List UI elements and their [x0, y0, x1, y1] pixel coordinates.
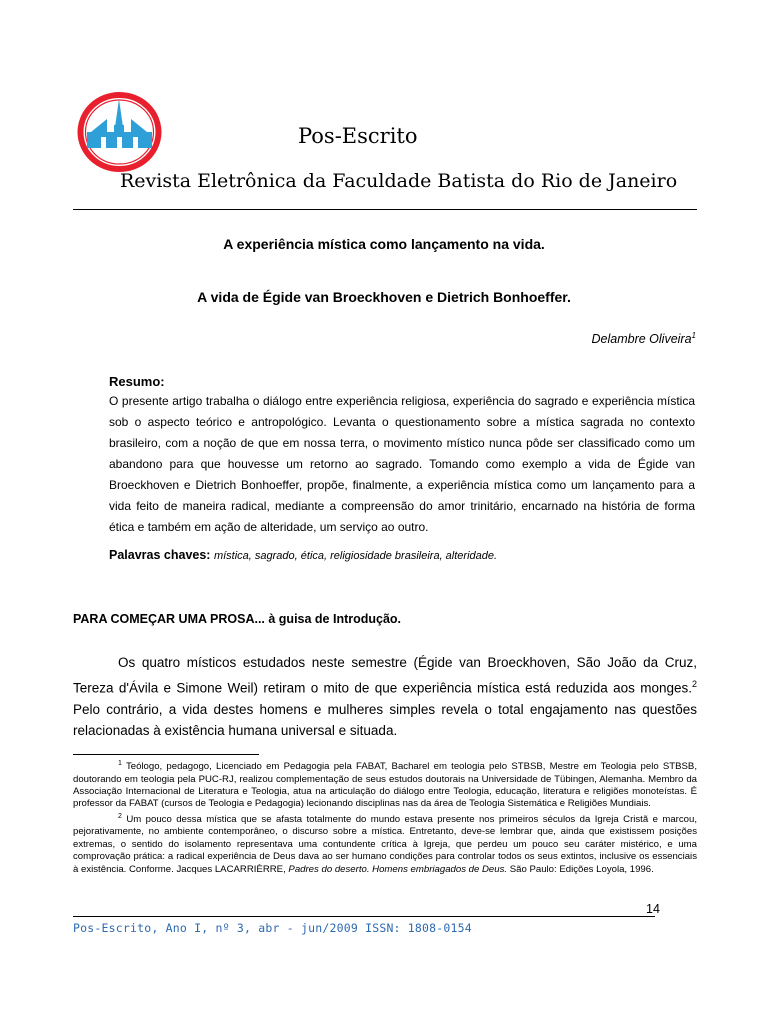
intro-note-ref[interactable]: 2 — [691, 678, 697, 689]
section-heading: PARA COMEÇAR UMA PROSA... à guisa de Introdução. — [73, 612, 402, 626]
intro-text-part1: Os quatro místicos estudados neste semestre (Égide van Broeckhoven, São João da Cruz, Tereza d'Ávila e Simone Weil) retiram o mito de que experiência mística está reduzida aos monges. — [73, 655, 697, 695]
journal-subtitle: Revista Eletrônica da Faculdade Batista do Rio de Janeiro — [120, 170, 678, 192]
abstract-heading: Resumo: — [109, 374, 165, 389]
abstract-text: O presente artigo trabalha o diálogo entre experiência religiosa, experiência do sagrado e experiência mística sob o aspecto teórico e antropológico. Levanta o questionamento sobre a mística sagrada no contexto brasileiro, com a noção de que em nossa terra, o movimento místico nunca pôde ser classificado como um abandono para que houvesse um retorno ao sagrado. Tomando como exemplo a vida de Égide van Broeckhoven e Dietrich Bonhoeffer, propõe, finalmente, a experiência mística como um lançamento para a vida feito de maneira radical, mediante a compreensão do amor trinitário, encarnado na história de forma ética e também em ação de alteridade, um serviço ao outro. — [109, 394, 695, 534]
footnote-1-number: 1 — [118, 760, 122, 767]
article-subtitle: A vida de Égide van Broeckhoven e Dietrich Bonhoeffer. — [197, 289, 571, 305]
footnote-2-text: Um pouco dessa mística que se afasta totalmente do mundo estava presente nos primeiros séculos da Igreja Cristã e marcou, pejorativamente, no ambiente contemporâneo, o discurso sobre a mística. Entretanto, deve-se lembrar que, ainda que existissem posições extremas, o sentido do isolamento representava uma contundente crítica à Igreja, que perdeu um pouco seu caráter mistérico, e uma comprovação prática: a radical experiência de Deus dava ao ser humano condições para controlar todos os seus extintos, inclusive os essenciais à existência. Conforme. Jacques LACARRIÈRRE, — [73, 814, 697, 875]
journal-title: Pos-Escrito — [298, 124, 418, 148]
abstract — [109, 373, 695, 538]
footnote-1 — [73, 758, 697, 811]
author-note-ref[interactable]: 1 — [691, 331, 696, 340]
footer-rule — [73, 916, 655, 917]
keywords-value: mística, sagrado, ética, religiosidade brasileira, alteridade. — [213, 550, 498, 562]
keywords-label: Palavras chaves: — [109, 548, 211, 562]
intro-text-part2: Pelo contrário, a vida destes homens e mulheres simples revela o total engajamento nas questões relacionadas à existência humana universal e situada. — [73, 701, 697, 738]
intro-paragraph — [73, 652, 697, 742]
footnote-2-cited-rest: São Paulo: Edições Loyola, 1996. — [507, 863, 654, 875]
footnote-1-text: Teólogo, pedagogo, Licenciado em Pedagogia pela FABAT, Bacharel em teologia pelo STBSB, Mestre em Teologia pelo STBSB, doutorando em teologia pela PUC-RJ, realizou complementação de seus estudos doutorais na Universidade de Tübingen, Alemanha. Membro da Associação Internacional de Literatura e Teologia, atua na articulação do diálogo entre Teologia, educação, literatura e religiões monoteístas. É professor da FABAT (cursos de Teologia e Pedagogia) lecionando disciplinas nas da área de Teologia Sistemática e Religiões Mundiais. — [73, 761, 697, 810]
footnote-2-cited-title: Padres do deserto. Homens embriagados de Deus. — [288, 863, 508, 875]
footnotes — [73, 758, 697, 876]
header-rule — [73, 209, 697, 210]
author-name: Delambre Oliveira — [591, 332, 692, 347]
author-line — [592, 331, 696, 346]
article-title: A experiência mística como lançamento na vida. — [223, 236, 545, 252]
footnote-2 — [73, 811, 697, 876]
journal-logo-icon — [77, 91, 162, 173]
footnote-rule — [73, 754, 259, 755]
footnote-2-number: 2 — [118, 812, 122, 820]
keywords — [109, 548, 497, 562]
page-number: 14 — [646, 902, 660, 916]
footer-citation: Pos-Escrito, Ano I, nº 3, abr - jun/2009 ISSN: 1808-0154 — [73, 921, 472, 935]
